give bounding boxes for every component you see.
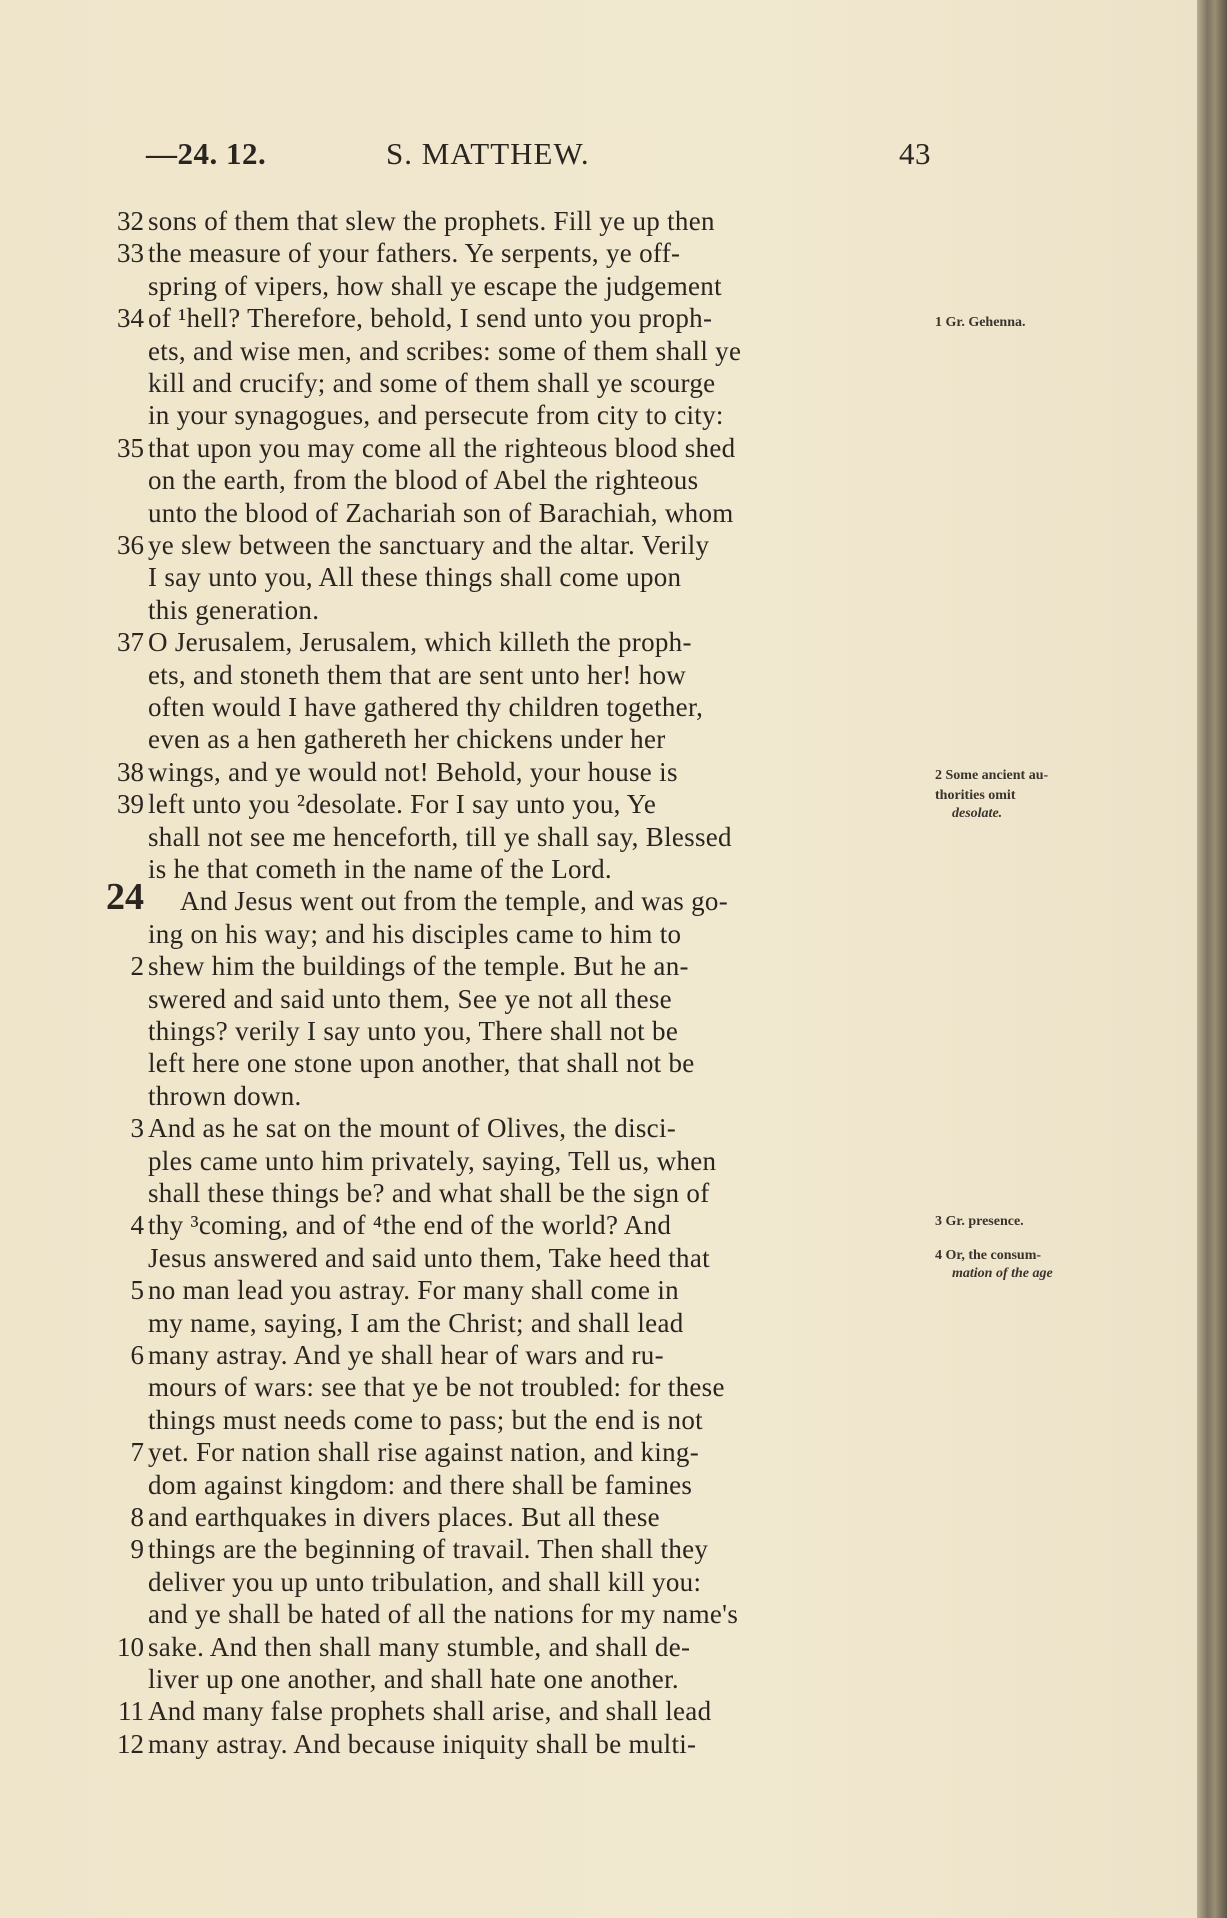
verse-number: 33 [117, 238, 144, 268]
text-line: and earthquakes in divers places. But all these [148, 1502, 660, 1532]
text-line: many astray. And because iniquity shall be multi- [148, 1729, 697, 1759]
text-line: thy ³coming, and of ⁴the end of the world? And [148, 1210, 672, 1240]
text-line: shall not see me henceforth, till ye shall say, Blessed [148, 822, 732, 852]
text-line: sons of them that slew the prophets. Fill ye up then [148, 206, 715, 236]
text-line: my name, saying, I am the Christ; and shall lead [148, 1308, 684, 1338]
verse-number: 36 [117, 530, 144, 560]
verse-number: 32 [117, 206, 144, 236]
text-line: deliver you up unto tribulation, and shall kill you: [148, 1567, 702, 1597]
text-line: And many false prophets shall arise, and shall lead [148, 1696, 712, 1726]
text-line: swered and said unto them, See ye not all these [148, 984, 672, 1014]
verse-number: 4 [130, 1210, 144, 1240]
text-line: I say unto you, All these things shall come upon [148, 562, 682, 592]
text-line: this generation. [148, 595, 320, 625]
text-line: Jesus answered and said unto them, Take heed that [148, 1243, 710, 1273]
text-line: thrown down. [148, 1081, 302, 1111]
text-line: things are the beginning of travail. Then shall they [148, 1534, 709, 1564]
text-line: that upon you may come all the righteous blood shed [148, 433, 736, 463]
margin-note-4a: 4 Or, the consum- [935, 1248, 1042, 1263]
margin-note-2c: desolate. [952, 806, 1003, 821]
verse-number: 12 [117, 1729, 144, 1759]
text-line: O Jerusalem, Jerusalem, which killeth the proph- [148, 627, 692, 657]
text-line: of ¹hell? Therefore, behold, I send unto you proph- [148, 303, 713, 333]
text-line: yet. For nation shall rise against nation, and king- [148, 1437, 699, 1467]
margin-note-1: 1 Gr. Gehenna. [935, 315, 1026, 330]
text-line: ets, and wise men, and scribes: some of them shall ye [148, 336, 742, 366]
text-line: spring of vipers, how shall ye escape the judgement [148, 271, 722, 301]
verse-number: 37 [117, 627, 144, 657]
text-line: even as a hen gathereth her chickens under her [148, 724, 666, 754]
verse-number: 2 [130, 951, 144, 981]
text-line: things? verily I say unto you, There shall not be [148, 1016, 679, 1046]
verse-number: 9 [130, 1534, 144, 1564]
text-line: many astray. And ye shall hear of wars and ru- [148, 1340, 664, 1370]
text-line: unto the blood of Zachariah son of Barachiah, whom [148, 498, 734, 528]
text-line: things must needs come to pass; but the end is not [148, 1405, 703, 1435]
text-line: shew him the buildings of the temple. But he an- [148, 951, 689, 981]
text-line: ye slew between the sanctuary and the altar. Verily [148, 530, 710, 560]
text-line: on the earth, from the blood of Abel the righteous [148, 465, 699, 495]
text-line: and ye shall be hated of all the nations for my name's [148, 1599, 739, 1629]
text-line: no man lead you astray. For many shall come in [148, 1275, 679, 1305]
verse-number: 35 [117, 433, 144, 463]
text-line: left here one stone upon another, that shall not be [148, 1048, 695, 1078]
verse-number: 7 [130, 1437, 144, 1467]
verse-number: 34 [117, 303, 144, 333]
verse-number: 39 [117, 789, 144, 819]
text-line: is he that cometh in the name of the Lord. [148, 854, 612, 884]
book-spine-edge [1197, 0, 1227, 1918]
margin-note-2a: 2 Some ancient au- [935, 768, 1049, 783]
verse-number: 5 [130, 1275, 144, 1305]
text-line: often would I have gathered thy children together, [148, 692, 704, 722]
chapter-number: 24 [106, 876, 144, 918]
text-line: in your synagogues, and persecute from city to city: [148, 400, 724, 430]
text-line: kill and crucify; and some of them shall ye scourge [148, 368, 716, 398]
running-header [146, 136, 931, 176]
text-line: liver up one another, and shall hate one another. [148, 1664, 679, 1694]
verse-number: 10 [117, 1632, 144, 1662]
verse-number: 3 [130, 1113, 144, 1143]
book-title: S. MATTHEW. [386, 136, 590, 171]
margin-note-3: 3 Gr. presence. [935, 1214, 1024, 1229]
text-line: And as he sat on the mount of Olives, the disci- [148, 1113, 677, 1143]
text-line: ets, and stoneth them that are sent unto her! how [148, 660, 687, 690]
verse-number: 11 [118, 1696, 144, 1726]
page-number: 43 [899, 136, 931, 171]
text-line: ples came unto him privately, saying, Tell us, when [148, 1146, 717, 1176]
text-line: wings, and ye would not! Behold, your house is [148, 757, 678, 787]
margin-note-2b: thorities omit [935, 788, 1016, 803]
text-line: shall these things be? and what shall be the sign of [148, 1178, 710, 1208]
text-line: dom against kingdom: and there shall be famines [148, 1470, 693, 1500]
text-line: ing on his way; and his disciples came to him to [148, 919, 682, 949]
text-line: sake. And then shall many stumble, and shall de- [148, 1632, 691, 1662]
text-line: mours of wars: see that ye be not troubled: for these [148, 1372, 725, 1402]
chapter-verse-reference: —24. 12. [146, 136, 267, 171]
margin-note-4b: mation of the age [952, 1266, 1053, 1281]
verse-number: 8 [130, 1502, 144, 1532]
verse-number: 38 [117, 757, 144, 787]
text-line: And Jesus went out from the temple, and was go- [180, 886, 728, 916]
text-line: left unto you ²desolate. For I say unto you, Ye [148, 789, 657, 819]
verse-number: 6 [130, 1340, 144, 1370]
text-line: the measure of your fathers. Ye serpents, ye off- [148, 238, 681, 268]
